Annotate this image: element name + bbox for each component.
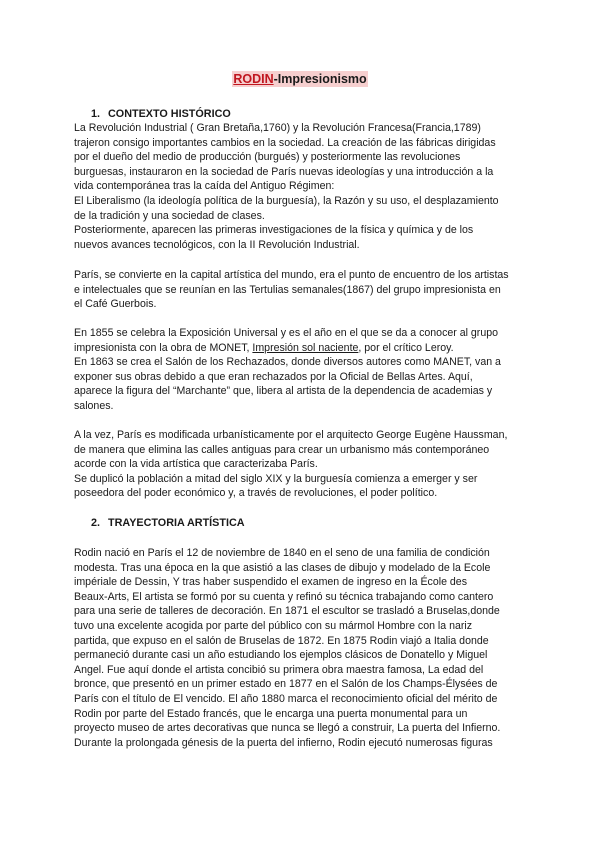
section-title: TRAYECTORIA ARTÍSTICA: [108, 517, 245, 529]
text-line: La Revolución Industrial ( Gran Bretaña,1760) y la Revolución Francesa(Francia,1789): [74, 122, 481, 134]
text-line: proyecto museo de artes decorativas que nunca se llegó a construir, La puerta del Infierno.: [74, 722, 501, 735]
text-line: En 1863 se crea el Salón de los Rechazados, donde diversos autores como MANET, van a: [74, 356, 501, 369]
text-span: , por el crítico Leroy.: [358, 341, 454, 354]
text-span: impresionista con la obra de MONET,: [74, 341, 253, 354]
text-line: el Café Guerbois.: [74, 298, 157, 311]
title-highlight: [232, 71, 367, 87]
text-line: nuevos avances tecnológicos, con la II Revolución Industrial.: [74, 238, 360, 251]
text-line: Rodin nació en París el 12 de noviembre de 1840 en el seno de una familia de condición: [74, 547, 490, 559]
text-line: Posteriormente, aparecen las primeras investigaciones de la física y química y de los: [74, 224, 474, 237]
section-title: CONTEXTO HISTÓRICO: [108, 108, 231, 120]
text-line: de manera que elimina las calles antiguas para crear un urbanismo más contemporáneo: [74, 443, 490, 456]
text-line: poseedora del poder económico y, a través de revoluciones, el poder político.: [74, 487, 438, 500]
text-line: vida contemporánea tras la caída del Antiguo Régimen:: [74, 180, 335, 193]
text-line: impériale de Dessin, Y tras haber suspendido el examen de ingreso en la École des: [74, 576, 467, 589]
title-subject: -Impresionismo: [273, 72, 367, 86]
artwork-title-link: Impresión sol naciente: [252, 341, 359, 354]
text-line: permaneció durante casi un año estudiando los ejemplos clásicos de Donatello y Miguel: [74, 649, 488, 662]
text-line: En 1855 se celebra la Exposición Universal y es el año en el que se da a conocer al grupo: [74, 327, 499, 339]
paragraph-haussman: [74, 428, 534, 501]
paragraph-industrial-revolution: [74, 121, 534, 252]
text-line: trajeron consigo importantes cambios en la sociedad. La creación de las fábricas dirigidas: [74, 136, 496, 149]
text-line: salones.: [74, 399, 114, 412]
text-line: Angel. Fue aquí donde el artista concibió su primera obra maestra famosa, La edad del: [74, 663, 484, 676]
text-line: exponer sus obras debido a que eran rechazados por la Oficial de Bellas Artes. Aquí,: [74, 370, 473, 383]
section-heading-context: [91, 107, 231, 122]
paragraph-paris-capital: [74, 268, 534, 312]
text-line: A la vez, París es modificada urbanísticamente por el arquitecto George Eugène Haussman,: [74, 429, 508, 441]
text-line: Beaux-Arts, El artista se formó por su cuenta y refinó su técnica trabajando como cantero: [74, 590, 494, 603]
paragraph-rodin-biography: [74, 546, 534, 750]
text-line: El Liberalismo (la ideología política de la burguesía), la Razón y su uso, el desplazamiento: [74, 194, 499, 207]
text-line: e intelectuales que se reunían en las Tertulias semanales(1867) del grupo impresionista en: [74, 283, 501, 296]
text-line: Durante la prolongada génesis de la puerta del infierno, Rodin ejecutó numerosas figuras: [74, 736, 493, 749]
text-line: partida, que expuso en el salón de Bruselas de 1872. En 1875 Rodin viajó a Italia donde: [74, 634, 489, 647]
text-line: acorde con la vida artística que caracterizaba París.: [74, 458, 318, 471]
title-rodin: RODIN: [233, 72, 274, 86]
text-line: París, se convierte en la capital artística del mundo, era el punto de encuentro de los artistas: [74, 269, 509, 281]
section-number: 2.: [91, 517, 101, 529]
text-line: aparece la figura del “Marchante” que, libera al artista de la dependencia de academias y: [74, 385, 493, 398]
section-heading-career: [91, 516, 245, 531]
text-line: París con el título de El vencido. El año 1880 marca el reconocimiento oficial del mérito de: [74, 692, 498, 705]
text-line: para una serie de talleres de decoración. En 1871 el escultor se trasladó a Bruselas,donde: [74, 605, 500, 618]
section-number: 1.: [91, 108, 101, 120]
text-line: bronce, que presentó en un primer estado en 1877 en el Salón de los Champs-Élysées de: [74, 678, 498, 691]
document-title: [0, 72, 600, 87]
text-line: por el dueño del medio de producción (burgués) y posteriormente las revoluciones: [74, 151, 461, 164]
text-line: tuvo una excelente acogida por parte del público con su mármol Hombre con la nariz: [74, 619, 473, 632]
text-line: [74, 341, 534, 356]
text-line: de la tradición y una sociedad de clases.: [74, 209, 265, 222]
text-line: Se duplicó la población a mitad del siglo XIX y la burguesía comienza a emerger y ser: [74, 472, 478, 485]
text-line: modesta. Tras una época en la que asistió a las clases de dibujo y modelado de la Ecole: [74, 561, 491, 574]
text-line: burguesas, instauraron en la sociedad de París nuevas ideologías y una introducción a la: [74, 165, 494, 178]
text-line: Rodin por parte del Estado francés, que le encarga una puerta monumental para un: [74, 707, 468, 720]
paragraph-exhibitions: [74, 326, 534, 414]
